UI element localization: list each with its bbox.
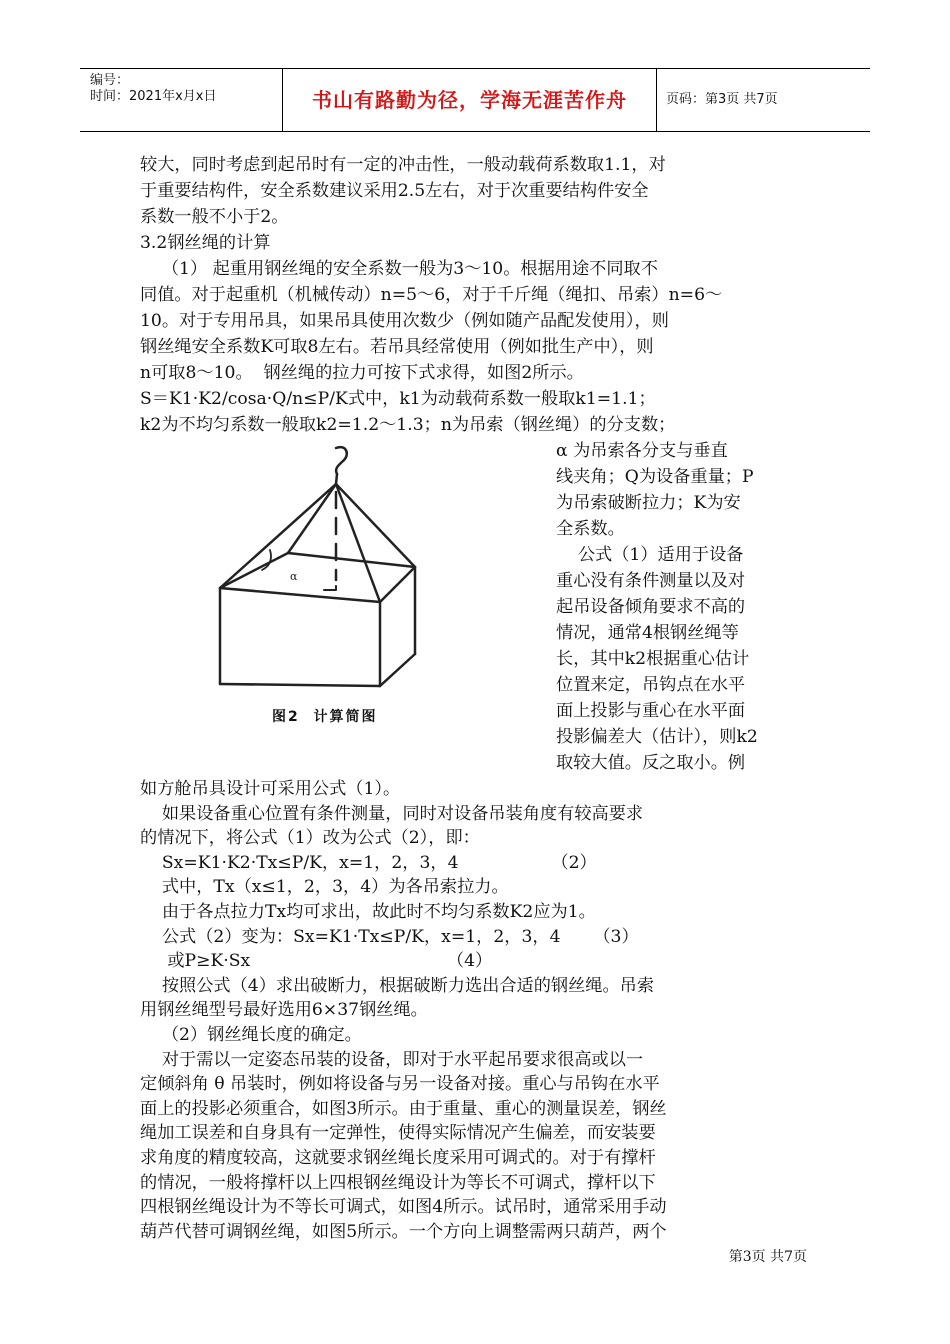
side-line: 投影偏差大（估计），则k2: [556, 727, 758, 747]
sling-left: [220, 484, 336, 588]
sling-front: [336, 484, 380, 602]
body-line: 系数一般不小于2。: [140, 207, 289, 227]
body-line: n可取8～10。 钢丝绳的拉力可按下式求得，如图2所示。: [140, 363, 584, 383]
header-motto: 书山有路勤为径，学海无涯苦作舟: [282, 69, 657, 131]
body-line: 的情况，一般将撑杆以上四根钢丝绳设计为等长不可调式，撑杆以下: [140, 1172, 656, 1193]
body-line: （1） 起重用钢丝绳的安全系数一般为3～10。根据用途不同取不: [140, 259, 658, 279]
side-line: 位置来定，吊钩点在水平: [556, 675, 746, 695]
side-line: 面上投影与重心在水平面: [556, 701, 746, 721]
side-line: 长，其中k2根据重心估计: [556, 649, 750, 669]
body-line: 定倾斜角 θ 吊装时，例如将设备与另一设备对接。重心与吊钩在水平: [140, 1074, 660, 1095]
code-label: 编号：: [90, 73, 130, 88]
body-line: 如方舱吊具设计可采用公式（1）。: [140, 779, 401, 799]
body-line: 绳加工误差和自身具有一定弹性，使得实际情况产生偏差，而安装要: [140, 1123, 656, 1144]
side-line: 全系数。: [556, 519, 625, 539]
side-line: 起吊设备倾角要求不高的: [556, 597, 746, 617]
body-line: k2为不均匀系数一般取k2=1.2～1.3；n为吊索（钢丝绳）的分支数；: [140, 415, 676, 435]
body-line: 按照公式（4）求出破断力，根据破断力选出合适的钢丝绳。吊索: [140, 975, 655, 996]
body-line: 四根钢丝绳设计为不等长可调式，如图4所示。试吊时，通常采用手动: [140, 1197, 667, 1218]
body-line: 同值。对于起重机（机械传动）n=5～6，对于千斤绳（绳扣、吊索）n=6～: [140, 285, 723, 305]
body-line: 式中，Tx（x≤1，2，3，4）为各吊索拉力。: [140, 877, 509, 898]
side-line: 重心没有条件测量以及对: [556, 571, 746, 591]
side-line: α 为吊索各分支与垂直: [556, 441, 728, 461]
alpha-label: α: [290, 570, 298, 583]
body-line: 葫芦代替可调钢丝绳，如图5所示。一个方向上调整需两只葫芦，两个: [140, 1221, 667, 1242]
body-line: 对于需以一定姿态吊装的设备，即对于水平起吊要求很高或以一: [140, 1049, 644, 1070]
formula-line: 公式（2）变为：Sx=K1·Tx≤P/K，x=1，2，3，4 （3）: [140, 926, 639, 947]
formula-line: S＝K1·K2/cosa·Q/n≤P/K式中，k1为动载荷系数一般取k1=1.1；: [140, 389, 656, 409]
body-line: 较大，同时考虑到起吊时有一定的冲击性，一般动载荷系数取1.1，对: [140, 155, 666, 175]
section-heading: 3.2钢丝绳的计算: [140, 233, 271, 253]
body-line: 求角度的精度较高，这就要求钢丝绳长度采用可调式的。对于有撑杆: [140, 1148, 656, 1168]
body-line: 面上的投影必须重合，如图3所示。由于重量、重心的测量误差，钢丝: [140, 1098, 667, 1119]
hook-icon: [336, 447, 347, 474]
body-line: 钢丝绳安全系数K可取8左右。若吊具经常使用（例如批生产中），则: [140, 337, 654, 357]
side-line: 为吊索破断拉力；K为安: [556, 493, 741, 513]
header-meta-cell: [80, 69, 282, 131]
body-line: 用钢丝绳型号最好选用6×37钢丝绳。: [140, 1000, 428, 1021]
body-line: 的情况下，将公式（1）改为公式（2），即：: [140, 828, 480, 849]
body-line: 由于各点拉力Tx均可求出，故此时不均匀系数K2应为1。: [140, 902, 596, 922]
header-table: [80, 68, 870, 132]
body-line: 10。对于专用吊具，如果吊具使用次数少（例如随产品配发使用），则: [140, 311, 669, 331]
lifting-diagram-figure: [140, 440, 548, 740]
side-line: 取较大值。反之取小。例: [556, 753, 746, 773]
section-heading: （2）钢丝绳长度的确定。: [140, 1025, 362, 1045]
figure-caption: 图2 计算简图: [272, 709, 378, 725]
body-line: 如果设备重心位置有条件测量，同时对设备吊装角度有较高要求: [140, 803, 644, 824]
time-label: 时间：2021年x月x日: [90, 89, 217, 104]
sling-back-left: [288, 484, 336, 553]
formula-line: 或P≥K·Sx （4）: [140, 951, 493, 972]
side-line: 线夹角；Q为设备重量；P: [556, 467, 754, 487]
formula-line: Sx=K1·K2·Tx≤P/K，x=1，2，3，4 （2）: [140, 852, 597, 873]
side-line: 情况，通常4根钢丝绳等: [556, 623, 739, 643]
body-line: 于重要结构件，安全系数建议采用2.5左右，对于次重要结构件安全: [140, 181, 649, 201]
sling-back-right: [336, 484, 415, 567]
side-line: 公式（1）适用于设备: [556, 545, 744, 565]
page-footer: 第3页 共7页: [728, 1249, 807, 1265]
header-page-info: 页码：第3页 共7页: [666, 92, 778, 107]
